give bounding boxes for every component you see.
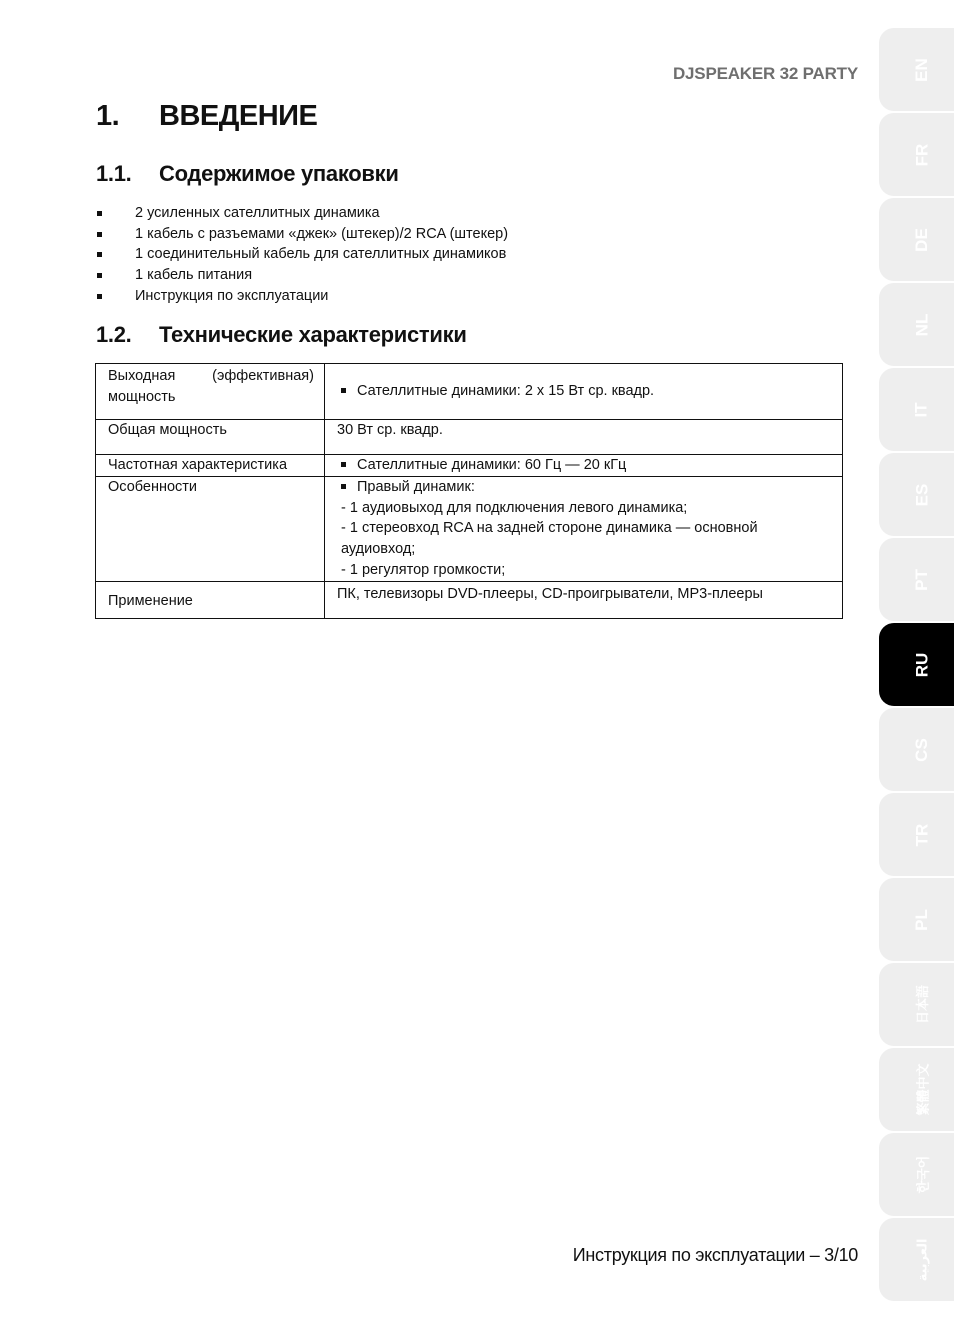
table-cell-label: Применение xyxy=(96,581,325,618)
specifications-table xyxy=(95,363,843,619)
language-tab-pt[interactable]: PT xyxy=(879,538,954,621)
section-heading xyxy=(96,100,317,133)
package-contents-list xyxy=(96,203,508,306)
section-number: 1. xyxy=(96,100,120,132)
language-tab-cs[interactable]: CS xyxy=(879,708,954,791)
bullet-square-icon xyxy=(341,484,346,489)
table-cell-value: ПК, телевизоры DVD-плееры, CD-проигрыватели, MP3-плееры xyxy=(325,581,843,618)
table-row xyxy=(96,477,843,582)
bullet-square-icon xyxy=(341,462,346,467)
document-header: DJSPEAKER 32 PARTY xyxy=(672,64,858,83)
list-item: Инструкция по эксплуатации xyxy=(96,286,508,307)
subsection-title: Содержимое упаковки xyxy=(159,161,399,186)
language-tab-en[interactable]: EN xyxy=(879,28,954,111)
language-tab-ja[interactable]: 日本語 xyxy=(879,963,954,1046)
bullet-square-icon xyxy=(97,211,102,216)
page-footer: Инструкция по эксплуатации – 3/10 xyxy=(572,1245,858,1265)
language-tab-fr[interactable]: FR xyxy=(879,113,954,196)
table-cell-label: Особенности xyxy=(96,477,325,582)
subsection-heading-contents xyxy=(96,161,399,187)
language-tab-zh[interactable]: 繁體中文 xyxy=(879,1048,954,1131)
table-cell-value: 30 Вт ср. квадр. xyxy=(325,420,843,455)
language-tab-ru[interactable]: RU xyxy=(879,623,954,706)
table-cell-label: Общая мощность xyxy=(96,420,325,455)
list-item: 1 кабель с разъемами «джек» (штекер)/2 RCA (штекер) xyxy=(96,224,508,245)
language-tab-nl[interactable]: NL xyxy=(879,283,954,366)
subsection-heading-specs xyxy=(96,322,467,348)
language-tab-it[interactable]: IT xyxy=(879,368,954,451)
table-cell-value: Сателлитные динамики: 60 Гц — 20 кГц xyxy=(325,455,843,477)
list-item: 1 кабель питания xyxy=(96,265,508,286)
table-cell-label: Частотная характеристика xyxy=(96,455,325,477)
language-tab-es[interactable]: ES xyxy=(879,453,954,536)
table-cell-value: Правый динамик: - 1 аудиовыход для подключения левого динамика; - 1 стереовход RCA на задней стороне динамика — основной аудиовход; - 1 регулятор громкости; xyxy=(325,477,843,582)
bullet-square-icon xyxy=(97,294,102,299)
section-title: ВВЕДЕНИЕ xyxy=(159,100,318,132)
table-cell-label: Выходная (эффективная) мощность xyxy=(96,364,325,420)
table-row xyxy=(96,455,843,477)
table-row xyxy=(96,364,843,420)
table-row xyxy=(96,420,843,455)
language-tab-ko[interactable]: 한국어 xyxy=(879,1133,954,1216)
table-cell-value: Сателлитные динамики: 2 x 15 Вт ср. квадр. xyxy=(325,364,843,420)
list-item: 2 усиленных сателлитных динамика xyxy=(96,203,508,224)
subsection-title: Технические характеристики xyxy=(159,322,467,347)
list-item: 1 соединительный кабель для сателлитных динамиков xyxy=(96,244,508,265)
language-tab-ar[interactable]: العربية xyxy=(879,1218,954,1301)
language-tab-de[interactable]: DE xyxy=(879,198,954,281)
language-tab-tr[interactable]: TR xyxy=(879,793,954,876)
bullet-square-icon xyxy=(97,252,102,257)
table-row xyxy=(96,581,843,618)
bullet-square-icon xyxy=(97,273,102,278)
bullet-square-icon xyxy=(97,232,102,237)
subsection-number: 1.2. xyxy=(96,322,132,347)
bullet-square-icon xyxy=(341,388,346,393)
language-tab-pl[interactable]: PL xyxy=(879,878,954,961)
subsection-number: 1.1. xyxy=(96,161,132,186)
